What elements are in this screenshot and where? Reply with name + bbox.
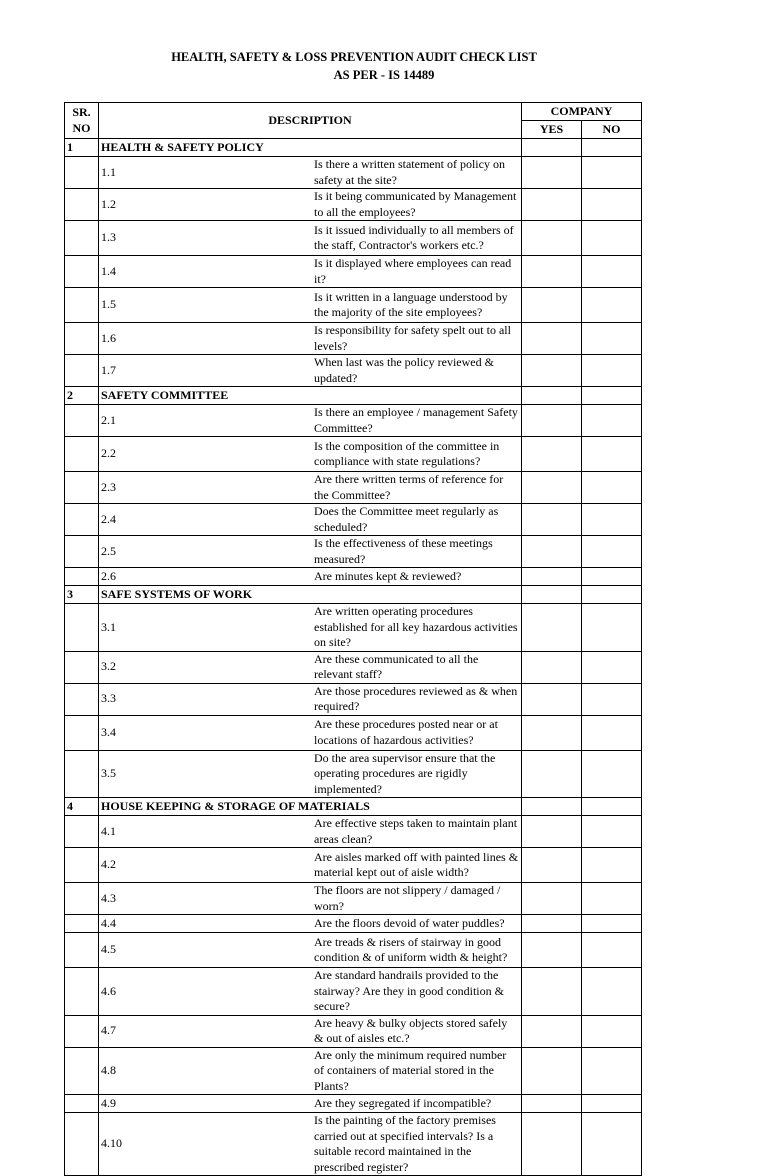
item-question: Are these procedures posted near or at locations of hazardous activities? bbox=[310, 715, 522, 750]
item-question: Is it being communicated by Management to all the employees? bbox=[310, 189, 522, 221]
yes-cell[interactable] bbox=[522, 387, 582, 405]
section-number: 1 bbox=[65, 139, 99, 157]
no-cell[interactable] bbox=[582, 750, 642, 798]
checklist-item-row bbox=[65, 472, 642, 504]
item-code: 1.4 bbox=[99, 256, 311, 288]
empty-sr-cell bbox=[65, 568, 99, 586]
checklist-item-row bbox=[65, 221, 642, 256]
checklist-item-row bbox=[65, 256, 642, 288]
checklist-item-row bbox=[65, 323, 642, 355]
yes-cell[interactable] bbox=[522, 798, 582, 816]
description-header: DESCRIPTION bbox=[99, 103, 522, 139]
empty-sr-cell bbox=[65, 604, 99, 652]
no-cell[interactable] bbox=[582, 1095, 642, 1113]
item-code: 4.7 bbox=[99, 1015, 311, 1047]
no-label: NO bbox=[72, 120, 91, 135]
no-cell[interactable] bbox=[582, 604, 642, 652]
no-cell[interactable] bbox=[582, 848, 642, 883]
empty-sr-cell bbox=[65, 323, 99, 355]
empty-sr-cell bbox=[65, 883, 99, 915]
empty-sr-cell bbox=[65, 536, 99, 568]
checklist-item-row bbox=[65, 715, 642, 750]
item-code: 1.5 bbox=[99, 288, 311, 323]
sr-label: SR. bbox=[72, 105, 91, 119]
item-question: Are minutes kept & reviewed? bbox=[310, 568, 522, 586]
item-question: Is the effectiveness of these meetings measured? bbox=[310, 536, 522, 568]
item-code: 3.1 bbox=[99, 604, 311, 652]
checklist-item-row bbox=[65, 1113, 642, 1176]
yes-cell[interactable] bbox=[522, 288, 582, 323]
item-question: When last was the policy reviewed & updated? bbox=[310, 355, 522, 387]
empty-sr-cell bbox=[65, 683, 99, 715]
item-code: 2.6 bbox=[99, 568, 311, 586]
yes-cell[interactable] bbox=[522, 256, 582, 288]
item-code: 1.1 bbox=[99, 157, 311, 189]
item-code: 3.5 bbox=[99, 750, 311, 798]
checklist-item-row bbox=[65, 536, 642, 568]
section-row bbox=[65, 387, 642, 405]
section-number: 4 bbox=[65, 798, 99, 816]
no-cell[interactable] bbox=[582, 437, 642, 472]
item-question: Is it written in a language understood by the majority of the site employees? bbox=[310, 288, 522, 323]
yes-cell[interactable] bbox=[522, 968, 582, 1016]
document-subtitle: AS PER - IS 14489 bbox=[333, 68, 435, 82]
no-cell[interactable] bbox=[582, 1047, 642, 1095]
item-code: 2.1 bbox=[99, 405, 311, 437]
item-code: 2.5 bbox=[99, 536, 311, 568]
yes-cell[interactable] bbox=[522, 915, 582, 933]
yes-header: YES bbox=[522, 121, 582, 139]
item-question: Are those procedures reviewed as & when required? bbox=[310, 683, 522, 715]
item-question: Are effective steps taken to maintain plant areas clean? bbox=[310, 816, 522, 848]
empty-sr-cell bbox=[65, 1047, 99, 1095]
yes-cell[interactable] bbox=[522, 437, 582, 472]
yes-cell[interactable] bbox=[522, 189, 582, 221]
checklist-item-row bbox=[65, 816, 642, 848]
yes-cell[interactable] bbox=[522, 816, 582, 848]
empty-sr-cell bbox=[65, 288, 99, 323]
item-code: 3.4 bbox=[99, 715, 311, 750]
no-header: NO bbox=[582, 121, 642, 139]
empty-sr-cell bbox=[65, 256, 99, 288]
empty-sr-cell bbox=[65, 848, 99, 883]
company-header: COMPANY bbox=[522, 103, 642, 121]
no-cell[interactable] bbox=[582, 715, 642, 750]
empty-sr-cell bbox=[65, 405, 99, 437]
item-code: 2.3 bbox=[99, 472, 311, 504]
checklist-item-row bbox=[65, 355, 642, 387]
checklist-item-row bbox=[65, 915, 642, 933]
checklist-item-row bbox=[65, 750, 642, 798]
yes-cell[interactable] bbox=[522, 568, 582, 586]
item-question: Does the Committee meet regularly as scheduled? bbox=[310, 504, 522, 536]
item-code: 4.4 bbox=[99, 915, 311, 933]
yes-cell[interactable] bbox=[522, 883, 582, 915]
no-cell[interactable] bbox=[582, 221, 642, 256]
item-question: Are treads & risers of stairway in good condition & of uniform width & height? bbox=[310, 933, 522, 968]
yes-cell[interactable] bbox=[522, 848, 582, 883]
empty-sr-cell bbox=[65, 1015, 99, 1047]
checklist-item-row bbox=[65, 504, 642, 536]
item-question: Is responsibility for safety spelt out to all levels? bbox=[310, 323, 522, 355]
yes-cell[interactable] bbox=[522, 651, 582, 683]
yes-cell[interactable] bbox=[522, 586, 582, 604]
no-cell[interactable] bbox=[582, 472, 642, 504]
section-title: SAFETY COMMITTEE bbox=[99, 387, 522, 405]
yes-cell[interactable] bbox=[522, 683, 582, 715]
checklist-item-row bbox=[65, 1015, 642, 1047]
no-cell[interactable] bbox=[582, 915, 642, 933]
no-cell[interactable] bbox=[582, 933, 642, 968]
no-cell[interactable] bbox=[582, 323, 642, 355]
empty-sr-cell bbox=[65, 816, 99, 848]
header-row bbox=[65, 103, 642, 121]
item-question: Do the area supervisor ensure that the operating procedures are rigidly implemented? bbox=[310, 750, 522, 798]
sr-no-header bbox=[65, 103, 99, 139]
no-cell[interactable] bbox=[582, 157, 642, 189]
yes-cell[interactable] bbox=[522, 1113, 582, 1176]
empty-sr-cell bbox=[65, 221, 99, 256]
item-question: Is the painting of the factory premises carried out at specified intervals? Is a suitable record maintained in the prescribed register? bbox=[310, 1113, 522, 1176]
yes-cell[interactable] bbox=[522, 221, 582, 256]
item-question: Are aisles marked off with painted lines & material kept out of aisle width? bbox=[310, 848, 522, 883]
empty-sr-cell bbox=[65, 968, 99, 1016]
yes-cell[interactable] bbox=[522, 715, 582, 750]
yes-cell[interactable] bbox=[522, 933, 582, 968]
empty-sr-cell bbox=[65, 189, 99, 221]
yes-cell[interactable] bbox=[522, 1095, 582, 1113]
item-code: 4.8 bbox=[99, 1047, 311, 1095]
no-cell[interactable] bbox=[582, 504, 642, 536]
empty-sr-cell bbox=[65, 933, 99, 968]
yes-cell[interactable] bbox=[522, 323, 582, 355]
item-question: Is it issued individually to all members of the staff, Contractor's workers etc.? bbox=[310, 221, 522, 256]
checklist-item-row bbox=[65, 1095, 642, 1113]
item-question: Are the floors devoid of water puddles? bbox=[310, 915, 522, 933]
checklist-item-row bbox=[65, 288, 642, 323]
no-cell[interactable] bbox=[582, 798, 642, 816]
section-title: HEALTH & SAFETY POLICY bbox=[99, 139, 522, 157]
section-title: SAFE SYSTEMS OF WORK bbox=[99, 586, 522, 604]
item-code: 4.1 bbox=[99, 816, 311, 848]
no-cell[interactable] bbox=[582, 139, 642, 157]
checklist-item-row bbox=[65, 933, 642, 968]
no-cell[interactable] bbox=[582, 256, 642, 288]
no-cell[interactable] bbox=[582, 288, 642, 323]
item-code: 1.6 bbox=[99, 323, 311, 355]
yes-cell[interactable] bbox=[522, 604, 582, 652]
item-code: 1.2 bbox=[99, 189, 311, 221]
item-question: Is there an employee / management Safety Committee? bbox=[310, 405, 522, 437]
empty-sr-cell bbox=[65, 750, 99, 798]
yes-cell[interactable] bbox=[522, 139, 582, 157]
empty-sr-cell bbox=[65, 651, 99, 683]
checklist-item-row bbox=[65, 883, 642, 915]
no-cell[interactable] bbox=[582, 568, 642, 586]
item-question: Are written operating procedures established for all key hazardous activities on site? bbox=[310, 604, 522, 652]
section-number: 3 bbox=[65, 586, 99, 604]
yes-cell[interactable] bbox=[522, 405, 582, 437]
checklist-item-row bbox=[65, 968, 642, 1016]
item-code: 4.2 bbox=[99, 848, 311, 883]
checklist-item-row bbox=[65, 157, 642, 189]
item-code: 4.10 bbox=[99, 1113, 311, 1176]
yes-cell[interactable] bbox=[522, 1015, 582, 1047]
item-code: 3.2 bbox=[99, 651, 311, 683]
no-cell[interactable] bbox=[582, 968, 642, 1016]
no-cell[interactable] bbox=[582, 1113, 642, 1176]
yes-cell[interactable] bbox=[522, 536, 582, 568]
empty-sr-cell bbox=[65, 915, 99, 933]
no-cell[interactable] bbox=[582, 816, 642, 848]
empty-sr-cell bbox=[65, 715, 99, 750]
section-row bbox=[65, 586, 642, 604]
item-code: 2.4 bbox=[99, 504, 311, 536]
empty-sr-cell bbox=[65, 437, 99, 472]
yes-cell[interactable] bbox=[522, 750, 582, 798]
yes-cell[interactable] bbox=[522, 355, 582, 387]
item-code: 4.5 bbox=[99, 933, 311, 968]
empty-sr-cell bbox=[65, 504, 99, 536]
no-cell[interactable] bbox=[582, 536, 642, 568]
no-cell[interactable] bbox=[582, 586, 642, 604]
checklist-item-row bbox=[65, 848, 642, 883]
item-question: Are only the minimum required number of containers of material stored in the Plants? bbox=[310, 1047, 522, 1095]
checklist-item-row bbox=[65, 604, 642, 652]
item-code: 4.3 bbox=[99, 883, 311, 915]
section-title: HOUSE KEEPING & STORAGE OF MATERIALS bbox=[99, 798, 522, 816]
no-cell[interactable] bbox=[582, 405, 642, 437]
item-code: 4.9 bbox=[99, 1095, 311, 1113]
checklist-item-row bbox=[65, 405, 642, 437]
no-cell[interactable] bbox=[582, 355, 642, 387]
yes-cell[interactable] bbox=[522, 1047, 582, 1095]
item-code: 3.3 bbox=[99, 683, 311, 715]
yes-cell[interactable] bbox=[522, 472, 582, 504]
audit-checklist-table bbox=[64, 102, 642, 1176]
item-question: Is the composition of the committee in compliance with state regulations? bbox=[310, 437, 522, 472]
document-title: HEALTH, SAFETY & LOSS PREVENTION AUDIT CHECK LIST bbox=[171, 50, 537, 64]
checklist-item-row bbox=[65, 437, 642, 472]
empty-sr-cell bbox=[65, 1095, 99, 1113]
yes-cell[interactable] bbox=[522, 504, 582, 536]
no-cell[interactable] bbox=[582, 189, 642, 221]
item-question: Are these communicated to all the relevant staff? bbox=[310, 651, 522, 683]
section-number: 2 bbox=[65, 387, 99, 405]
item-question: Are heavy & bulky objects stored safely & out of aisles etc.? bbox=[310, 1015, 522, 1047]
item-code: 1.3 bbox=[99, 221, 311, 256]
checklist-item-row bbox=[65, 1047, 642, 1095]
section-row bbox=[65, 798, 642, 816]
no-cell[interactable] bbox=[582, 651, 642, 683]
empty-sr-cell bbox=[65, 1113, 99, 1176]
no-cell[interactable] bbox=[582, 683, 642, 715]
item-question: Are there written terms of reference for the Committee? bbox=[310, 472, 522, 504]
empty-sr-cell bbox=[65, 355, 99, 387]
item-question: Is it displayed where employees can read it? bbox=[310, 256, 522, 288]
item-question: Are they segregated if incompatible? bbox=[310, 1095, 522, 1113]
item-code: 4.6 bbox=[99, 968, 311, 1016]
empty-sr-cell bbox=[65, 157, 99, 189]
yes-cell[interactable] bbox=[522, 157, 582, 189]
item-question: Are standard handrails provided to the stairway? Are they in good condition & secure? bbox=[310, 968, 522, 1016]
no-cell[interactable] bbox=[582, 387, 642, 405]
item-code: 1.7 bbox=[99, 355, 311, 387]
section-row bbox=[65, 139, 642, 157]
checklist-item-row bbox=[65, 189, 642, 221]
no-cell[interactable] bbox=[582, 1015, 642, 1047]
checklist-item-row bbox=[65, 568, 642, 586]
no-cell[interactable] bbox=[582, 883, 642, 915]
checklist-item-row bbox=[65, 683, 642, 715]
item-question: Is there a written statement of policy on safety at the site? bbox=[310, 157, 522, 189]
empty-sr-cell bbox=[65, 472, 99, 504]
item-code: 2.2 bbox=[99, 437, 311, 472]
checklist-item-row bbox=[65, 651, 642, 683]
item-question: The floors are not slippery / damaged / worn? bbox=[310, 883, 522, 915]
